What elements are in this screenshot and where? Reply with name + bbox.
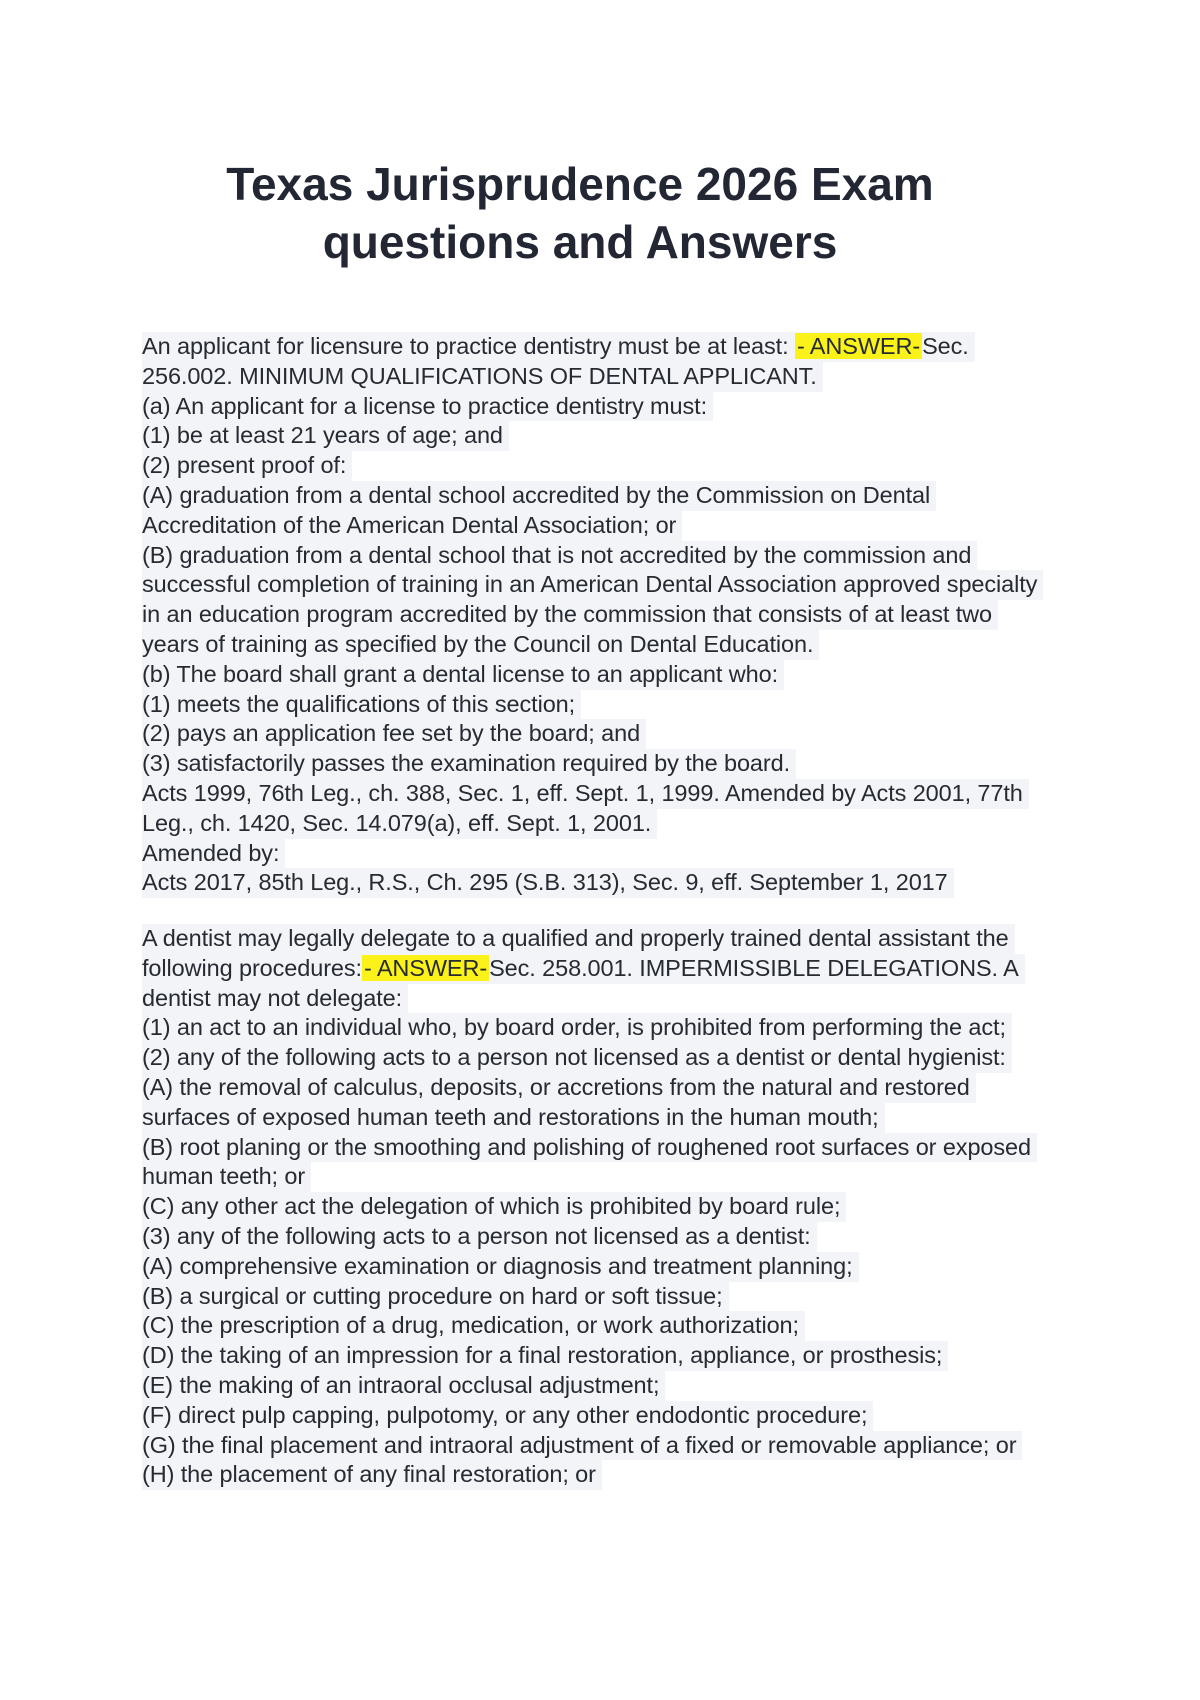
answer-line: Leg., ch. 1420, Sec. 14.079(a), eff. Sept. 1, 2001. <box>142 809 657 839</box>
answer-line: (2) pays an application fee set by the board; and <box>142 719 646 749</box>
answer-line: successful completion of training in an American Dental Association approved specialty <box>142 570 1043 600</box>
answer-line: in an education program accredited by the commission that consists of at least two <box>142 600 998 630</box>
qa-block-1 <box>142 332 1072 898</box>
answer-line: Amended by: <box>142 839 285 869</box>
answer-line: (1) an act to an individual who, by board order, is prohibited from performing the act; <box>142 1013 1012 1043</box>
qa-2-answer-lines <box>142 984 1072 1491</box>
answer-line: (G) the final placement and intraoral adjustment of a fixed or removable appliance; or <box>142 1431 1022 1461</box>
qa-1-question-line <box>142 332 975 362</box>
answer-line: (a) An applicant for a license to practice dentistry must: <box>142 392 713 422</box>
answer-line: 256.002. MINIMUM QUALIFICATIONS OF DENTAL APPLICANT. <box>142 362 823 392</box>
document-title <box>150 155 1010 271</box>
title-line-2: questions and Answers <box>322 216 838 268</box>
answer-line: (C) any other act the delegation of which is prohibited by board rule; <box>142 1192 846 1222</box>
answer-marker: - ANSWER- <box>796 333 921 359</box>
answer-line: (3) satisfactorily passes the examination required by the board. <box>142 749 796 779</box>
title-line-1: Texas Jurisprudence 2026 Exam <box>226 158 934 210</box>
qa-1-answer-start: Sec. <box>922 333 969 359</box>
answer-marker: - ANSWER- <box>363 954 488 981</box>
answer-line: (H) the placement of any final restoration; or <box>142 1460 602 1490</box>
qa-2-answer-start: Sec. 258.001. IMPERMISSIBLE DELEGATIONS. A <box>489 954 1019 981</box>
answer-line: (B) graduation from a dental school that is not accredited by the commission and <box>142 541 977 571</box>
answer-line: (D) the taking of an impression for a final restoration, appliance, or prosthesis; <box>142 1341 948 1371</box>
answer-line: (3) any of the following acts to a person not licensed as a dentist: <box>142 1222 817 1252</box>
answer-line: Acts 2017, 85th Leg., R.S., Ch. 295 (S.B. 313), Sec. 9, eff. September 1, 2017 <box>142 868 954 898</box>
answer-line: (2) any of the following acts to a person not licensed as a dentist or dental hygienist: <box>142 1043 1012 1073</box>
answer-line: (E) the making of an intraoral occlusal adjustment; <box>142 1371 665 1401</box>
answer-line: (B) a surgical or cutting procedure on hard or soft tissue; <box>142 1282 729 1312</box>
answer-line: (C) the prescription of a drug, medication, or work authorization; <box>142 1311 805 1341</box>
answer-line: (A) the removal of calculus, deposits, or accretions from the natural and restored <box>142 1073 976 1103</box>
answer-line: (2) present proof of: <box>142 451 352 481</box>
qa-1-answer-lines <box>142 362 1072 898</box>
answer-line: (b) The board shall grant a dental license to an applicant who: <box>142 660 784 690</box>
qa-2-question-line-2 <box>142 954 1025 984</box>
qa-1-question: An applicant for licensure to practice dentistry must be at least: <box>142 333 795 359</box>
qa-2-question-line-1: A dentist may legally delegate to a qualified and properly trained dental assistant the <box>142 924 1015 954</box>
answer-line: (F) direct pulp capping, pulpotomy, or any other endodontic procedure; <box>142 1401 873 1431</box>
answer-line: dentist may not delegate: <box>142 984 408 1014</box>
answer-line: human teeth; or <box>142 1162 311 1192</box>
qa-block-2 <box>142 924 1072 1490</box>
answer-line: Accreditation of the American Dental Association; or <box>142 511 682 541</box>
answer-line: Acts 1999, 76th Leg., ch. 388, Sec. 1, eff. Sept. 1, 1999. Amended by Acts 2001, 77th <box>142 779 1029 809</box>
answer-line: (A) graduation from a dental school accredited by the Commission on Dental <box>142 481 936 511</box>
answer-line: (B) root planing or the smoothing and polishing of roughened root surfaces or exposed <box>142 1133 1037 1163</box>
answer-line: (1) meets the qualifications of this section; <box>142 690 581 720</box>
qa-2-question: following procedures: <box>142 954 362 981</box>
answer-line: years of training as specified by the Council on Dental Education. <box>142 630 819 660</box>
answer-line: (A) comprehensive examination or diagnosis and treatment planning; <box>142 1252 859 1282</box>
answer-line: (1) be at least 21 years of age; and <box>142 421 509 451</box>
answer-line: surfaces of exposed human teeth and restorations in the human mouth; <box>142 1103 885 1133</box>
